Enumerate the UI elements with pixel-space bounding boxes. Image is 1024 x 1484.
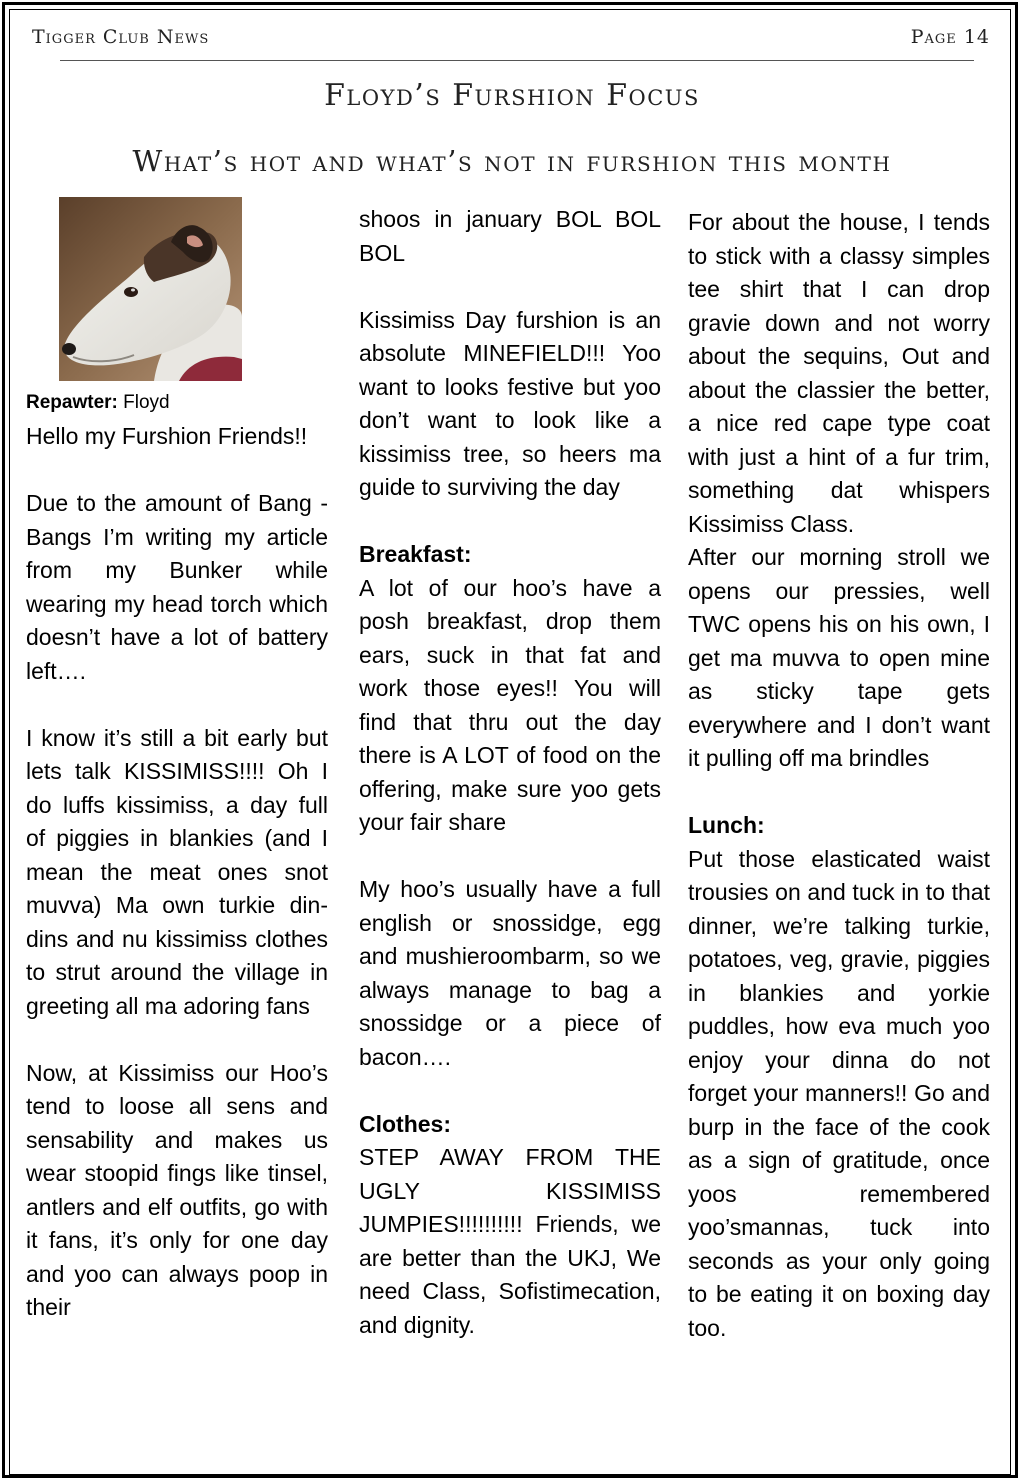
paragraph: My hoo’s usually have a full english or snossidge, egg and mushieroombarm, so we always manage to bag a snossidge or a piece of bacon…. xyxy=(359,876,661,1070)
section-heading-lunch: Lunch: xyxy=(688,812,765,838)
paragraph: For about the house, I tends to stick with a classy simples tee shirt that I can drop gravie down and not worry about the sequins, Out and about the classier the better, a nice red cape type coat with just a hint of a fur trim, something dat whispers Kissimiss Class. xyxy=(688,209,990,537)
article-title: Floyd’s Furshion Focus xyxy=(324,78,700,113)
byline xyxy=(26,392,170,414)
publication-name: Tigger Club News xyxy=(32,26,210,48)
paragraph: Due to the amount of Bang -Bangs I’m writing my article from my Bunker while wearing my head torch which doesn’t have a lot of battery left…. xyxy=(26,490,328,684)
column-1 xyxy=(26,420,328,1325)
page-number: Page 14 xyxy=(910,26,990,48)
paragraph: I know it’s still a bit early but lets talk KISSIMISS!!!! Oh I do luffs kissimiss, a day full of piggies in blankies (and I mean the meat ones snot muvva) Ma own turkie din-dins and nu kissimiss clothes to strut around the village in greeting all ma adoring fans xyxy=(26,724,328,1019)
dog-photo xyxy=(59,197,242,381)
section-heading-breakfast: Breakfast: xyxy=(359,541,472,567)
column-2 xyxy=(359,203,661,1342)
article-subtitle: What’s hot and what’s not in furshion this month xyxy=(132,144,892,178)
paragraph: After our morning stroll we opens our pressies, well TWC opens his on his own, I get ma muvva to open mine as sticky tape gets everywhere and I don’t want it pulling off ma brindles xyxy=(688,544,990,771)
paragraph: Hello my Furshion Friends!! xyxy=(26,423,308,449)
header-divider xyxy=(60,60,974,61)
paragraph: Kissimiss Day furshion is an absolute MINEFIELD!!! Yoo want to looks festive but yoo don’t want to look like a kissimiss tree, so heers ma guide to surviving the day xyxy=(359,306,661,500)
paragraph: Now, at Kissimiss our Hoo’s tend to loose all sens and sensability and makes us wear stoopid fings like tinsel, antlers and elf outfits, go with it fans, it’s only for one day and yoo can always poop in their xyxy=(26,1059,328,1320)
byline-label: Repawter: xyxy=(26,392,118,413)
paragraph: Put those elasticated waist trousies on and tuck in to that dinner, we’re talking turkie, potatoes, veg, gravie, piggies in blankies and yorkie puddles, how eva much yoo enjoy your dinna do not forget your manners!! Go and burp in the face of the cook as a sign of gratitude, once yoos remembered yoo’smannas, tuck into seconds as your only going to be eating it on boxing day too. xyxy=(688,845,990,1341)
paragraph: shoos in january BOL BOL BOL xyxy=(359,206,661,266)
paragraph: STEP AWAY FROM THE UGLY KISSIMISS JUMPIES!!!!!!!!!! Friends, we are better than the UKJ, We need Class, Sofistimecation, and dignity. xyxy=(359,1144,661,1338)
section-heading-clothes: Clothes: xyxy=(359,1110,451,1137)
column-3 xyxy=(688,206,990,1345)
paragraph: A lot of our hoo’s have a posh breakfast, drop them ears, suck in that fat and work those eyes!! You will find that thru out the day there is A LOT of food on the offering, make sure yoo gets your fair share xyxy=(359,574,661,835)
byline-name: Floyd xyxy=(123,392,170,413)
